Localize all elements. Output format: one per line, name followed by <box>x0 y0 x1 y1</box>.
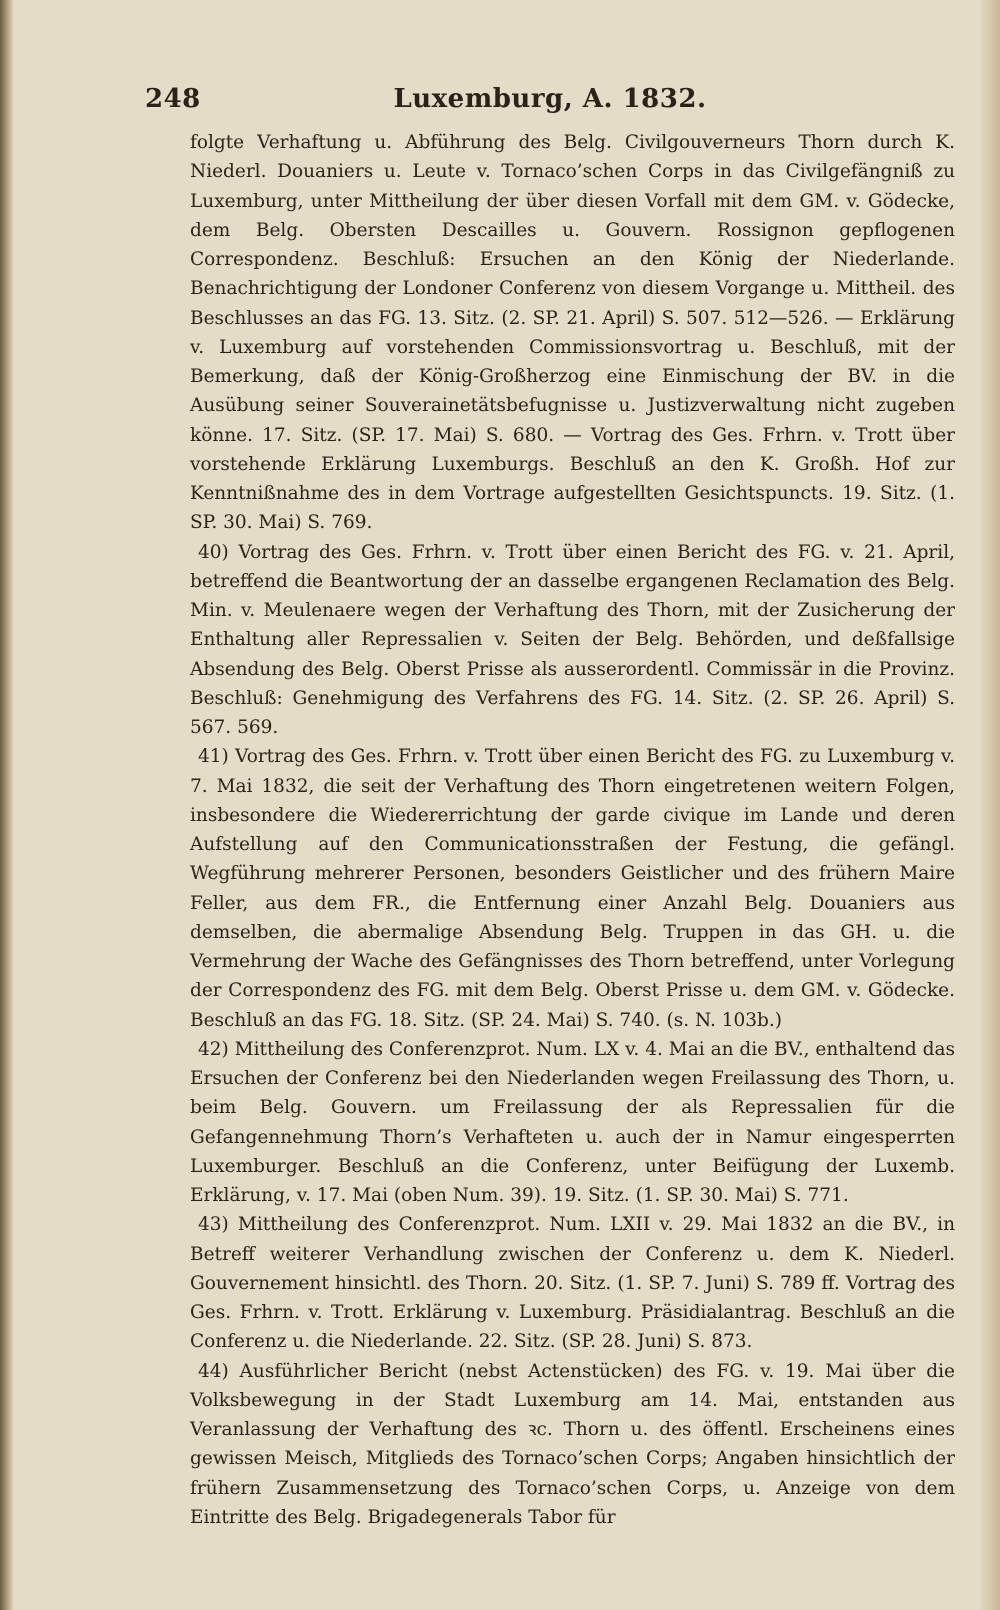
entry-40: 40) Vortrag des Ges. Frhrn. v. Trott über einen Bericht des FG. v. 21. April, betreffend die Beantwortung der an dasselbe ergangenen Reclamation des Belg. Min. v. Meulenaere wegen der Verhaftung des Thorn, mit der Zusicherung der Enthaltung aller Repressalien v. Seiten der Belg. Behörden, und deßfallsige Absendung des Belg. Oberst Prisse als ausserordentl. Commissär in die Provinz. Beschluß: Genehmigung des Verfahrens des FG. 14. Sitz. (2. SP. 26. April) S. 567. 569. <box>190 541 955 738</box>
body-text <box>190 128 955 1532</box>
paragraph-continuation: folgte Verhaftung u. Abführung des Belg. Civilgouverneurs Thorn durch K. Niederl. Douaniers u. Leute v. Tornaco’schen Corps in das Civilgefängniß zu Luxemburg, unter Mittheilung der über diesen Vorfall mit dem GM. v. Gödecke, dem Belg. Obersten Descailles u. Gouvern. Rossignon gepflogenen Correspondenz. Beschluß: Ersuchen an den König der Niederlande. Benachrichtigung der Londoner Conferenz von diesem Vorgange u. Mittheil. des Beschlusses an das FG. 13. Sitz. (2. SP. 21. April) S. 507. 512—526. — Erklärung v. Luxemburg auf vorstehenden Commissionsvortrag u. Beschluß, mit der Bemerkung, daß der König-Großherzog eine Einmischung der BV. in die Ausübung seiner Souverainetätsbefugnisse u. Justizverwaltung nicht zugeben könne. 17. Sitz. (SP. 17. Mai) S. 680. — Vortrag des Ges. Frhrn. v. Trott über vorstehende Erklärung Luxemburgs. Beschluß an den K. Großh. Hof zur Kenntnißnahme des in dem Vortrage aufgestellten Gesichtspuncts. 19. Sitz. (1. SP. 30. Mai) S. 769. <box>190 132 955 534</box>
entry-42: 42) Mittheilung des Conferenzprot. Num. LX v. 4. Mai an die BV., enthaltend das Ersuchen der Conferenz bei den Niederlanden wegen Freilassung des Thorn, u. beim Belg. Gouvern. um Freilassung der als Repressalien für die Gefangennehmung Thorn’s Verhafteten u. auch der in Namur eingesperrten Luxemburger. Beschluß an die Conferenz, unter Beifügung der Luxemb. Erklärung, v. 17. Mai (oben Num. 39). 19. Sitz. (1. SP. 30. Mai) S. 771. <box>190 1038 955 1206</box>
page-number: 248 <box>145 84 201 114</box>
page-edge <box>978 0 1000 1610</box>
entry-41: 41) Vortrag des Ges. Frhrn. v. Trott über einen Bericht des FG. zu Luxemburg v. 7. Mai 1832, die seit der Verhaftung des Thorn eingetretenen weitern Folgen, insbesondere die Wiedererrichtung der garde civique im Lande und deren Aufstellung auf den Communicationsstraßen der Festung, die gefängl. Wegführung mehrerer Personen, besonders Geistlicher und des frühern Maire Feller, aus dem FR., die Entfernung einer Anzahl Belg. Douaniers aus demselben, die abermalige Absendung Belg. Truppen in das GH. u. die Vermehrung der Wache des Gefängnisses des Thorn betreffend, unter Vorlegung der Correspondenz des FG. mit dem Belg. Oberst Prisse u. dem GM. v. Gödecke. Beschluß an das FG. 18. Sitz. (SP. 24. Mai) S. 740. (s. N. 103b.) <box>190 746 955 1031</box>
page-binding-shadow <box>0 0 14 1610</box>
entry-43: 43) Mittheilung des Conferenzprot. Num. LXII v. 29. Mai 1832 an die BV., in Betreff weiterer Verhandlung zwischen der Conferenz u. dem K. Niederl. Gouvernement hinsichtl. des Thorn. 20. Sitz. (1. SP. 7. Juni) S. 789 ff. Vortrag des Ges. Frhrn. v. Trott. Erklärung v. Luxemburg. Präsidialantrag. Beschluß an die Conferenz u. die Niederlande. 22. Sitz. (SP. 28. Juni) S. 873. <box>190 1214 955 1353</box>
entry-44: 44) Ausführlicher Bericht (nebst Actenstücken) des FG. v. 19. Mai über die Volksbewegung in der Stadt Luxemburg am 14. Mai, entstanden aus Veranlassung der Verhaftung des ꝛc. Thorn u. des öffentl. Erscheinens eines gewissen Meisch, Mitglieds des Tornaco’schen Corps; Angaben hinsichtlich der frühern Zusammensetzung des Tornaco’schen Corps, u. Anzeige von dem Eintritte des Belg. Brigadegenerals Tabor für <box>190 1360 955 1528</box>
page-header <box>145 84 955 124</box>
running-title: Luxemburg, A. 1832. <box>393 84 707 114</box>
